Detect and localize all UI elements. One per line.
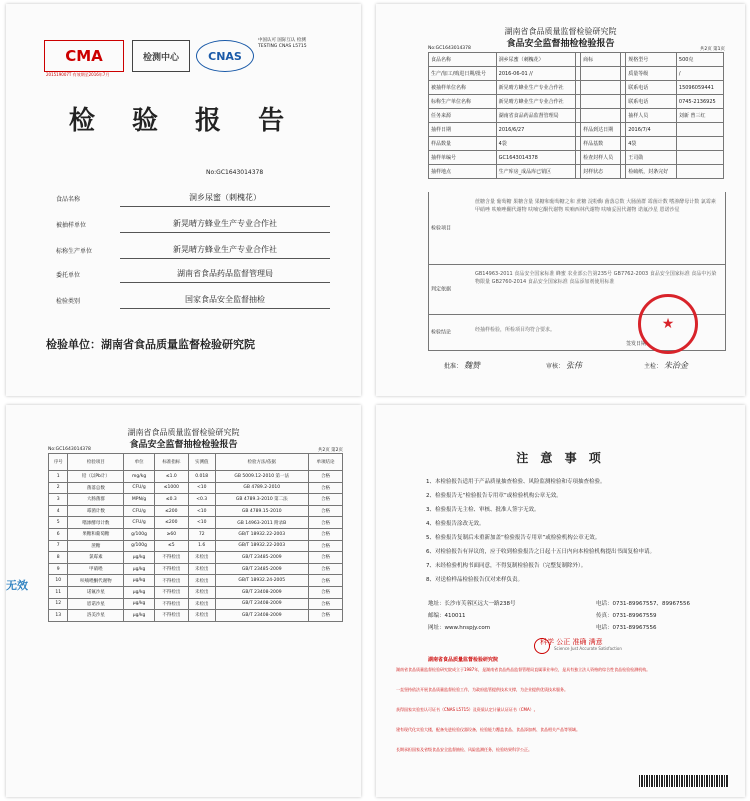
row-value: 新晃晴方蜂业生产专业合作社 [120,218,330,233]
intro-paragraph: 湖南省食品质量监督检验研究院成立于1987年，是湖南省食品药品监督管理局直属事业单位，是具有独立法人资格的综合性食品检验检测机构。 [396,667,651,672]
table-cell: GB 4789.15-2010 [215,505,308,517]
table-cell: <10 [188,505,215,517]
table-row [49,482,343,494]
table-header-row [49,454,343,471]
table-cell: 任务来源 [429,109,497,123]
report-number: No:GC1643014378 [428,46,471,51]
cnas-text: 中国认可 国际互认 检测 TESTING CNAS L5715 [258,38,307,49]
table-cell: 抽样人员 [626,109,677,123]
table-cell: 未检出 [188,575,215,587]
report-cover-page [6,4,361,396]
table-cell: 12 [49,598,68,610]
main-tester-signature [644,360,688,371]
table-cell: 检查封样人员 [581,151,620,165]
table-cell: 0.018 [188,471,215,483]
table-cell: 3 [49,494,68,506]
table-cell: 呋喃唑酮代谢物 [68,575,124,587]
table-cell: 恩诺沙星 [68,598,124,610]
table-cell: GC1643014378 [496,151,575,165]
table-cell: 10 [49,575,68,587]
table-cell: 未检出 [188,563,215,575]
box-label: 检验项目 [431,225,452,232]
table-cell: 2016/6/27 [496,123,575,137]
table-cell: ≥60 [154,528,188,540]
table-row [49,494,343,506]
table-cell: 样品基数 [581,137,620,151]
info-row [56,290,330,314]
table-cell [676,165,723,179]
table-cell: 13 [49,610,68,622]
table-row [429,151,724,165]
table-cell: 王司勋 [626,151,677,165]
table-cell: GB/T 23408-2009 [215,610,308,622]
report-subtitle: 食品安全监督抽检检验报告 [129,440,238,450]
table-cell: 合格 [308,586,342,598]
page-indicator: 共2页 第2页 [317,448,343,453]
table-cell: ≤200 [154,517,188,529]
page-indicator: 共2页 第1页 [699,47,725,52]
table-row [429,123,724,137]
center-logo-text: 检测中心 [142,52,179,63]
table-cell: CFU/g [124,517,155,529]
phone-2: 电话：0731-89967556 [596,625,657,631]
table-cell: 5 [49,517,68,529]
table-cell: 铅（以Pb计） [68,471,124,483]
table-row [429,95,724,109]
table-cell: μg/kg [124,610,155,622]
table-row [429,165,724,179]
table-cell: 诺氟沙星 [68,586,124,598]
sample-info-table [428,52,724,179]
table-cell: GB 14963-2011 附录B [215,517,308,529]
intro-title: 湖南省食品质量监督检验研究院 [428,657,499,663]
column-header: 检验项目 [68,454,124,471]
table-cell: 8 [49,552,68,564]
table-cell: μg/kg [124,575,155,587]
column-header: 单项结论 [308,454,342,471]
review-label: 审核： [546,363,565,370]
table-cell: CFU/g [124,505,155,517]
table-cell: 6 [49,528,68,540]
table-row [49,563,343,575]
report-subtitle: 食品安全监督抽检检验报告 [506,39,615,49]
table-cell: 500克 [676,53,723,67]
table-cell: 规格型号 [626,53,677,67]
table-row [429,67,724,81]
table-cell: 未检出 [188,598,215,610]
table-cell: ≤1000 [154,482,188,494]
table-cell: 嗜渗酵母计数 [68,517,124,529]
note-item: 4、检验报告涂改无效。 [426,521,485,527]
cma-logo-text: CMA [65,47,103,65]
table-cell: 新晃晴方蜂业生产专业合作社 [496,95,575,109]
table-cell: 果糖和葡萄糖 [68,528,124,540]
issue-date-label: 签发日期： [626,341,652,347]
table-cell: 蔗糖 [68,540,124,552]
table-cell: 合格 [308,575,342,587]
table-cell: <10 [188,482,215,494]
table-cell [676,137,723,151]
report-number: No:GC1643014378 [48,447,91,452]
table-cell: ≤200 [154,505,188,517]
table-cell: 未检出 [188,586,215,598]
table-row [49,471,343,483]
box-label: 检验结论 [431,329,452,336]
box-content: 蔗糖含量 葡萄糖 果糖含量 果糖和葡萄糖之和 蔗糖 淀粉酶 菌落总数 大肠菌群 霉菌计数 嗜渗酵母计数 氯霉素 甲硝唑 呋喃唑酮代谢物 呋喃它酮代谢物 呋喃西林代谢物 呋喃妥因代谢物 诺氟沙星 恩诺沙星 [475,199,716,213]
column-header: 标准指标 [154,454,188,471]
note-item: 6、对检验报告有异议的，应于收到检验报告之日起十五日内向本检验机构提出书面复检申请。 [426,549,656,555]
table-cell: 0745-2136925 [676,95,723,109]
table-cell: 封样状态 [581,165,620,179]
table-cell [581,81,620,95]
main-name: 朱治金 [663,361,688,370]
notes-title: 注 意 事 项 [516,451,605,465]
table-cell: <10 [188,517,215,529]
table-cell: 不得检出 [154,575,188,587]
table-cell: 合格 [308,610,342,622]
motto-english: Science Just Accurate Satisfaction [554,646,622,651]
table-cell: 洛美沙星 [68,610,124,622]
table-cell: GB/T 18932.22-2003 [215,528,308,540]
approve-signature [444,360,480,371]
table-cell: μg/kg [124,598,155,610]
table-cell: 合格 [308,482,342,494]
cnas-logo-text: CNAS [208,49,242,63]
main-label: 主检： [644,363,663,370]
column-header: 实测值 [188,454,215,471]
row-label: 委托单位 [56,272,81,279]
table-cell: 被抽样单位名称 [429,81,497,95]
table-cell: <0.3 [188,494,215,506]
note-item: 8、对送检样品检验报告仅对来样负责。 [426,577,524,583]
table-cell: 不得检出 [154,586,188,598]
table-row [49,586,343,598]
table-cell: 不得检出 [154,563,188,575]
info-row [56,264,330,288]
table-cell: 9 [49,563,68,575]
table-cell: MPN/g [124,494,155,506]
note-item: 5、检验报告复制后未重新加盖“检验报告专用章”或检验机构公章无效。 [426,535,601,541]
table-row [429,109,724,123]
table-cell: 抽样日期 [429,123,497,137]
table-row [49,552,343,564]
table-cell: GB/T 23408-2009 [215,598,308,610]
table-row [49,610,343,622]
column-header: 单位 [124,454,155,471]
motto: 科学 公正 准确 满意 [540,638,603,646]
report-results-page [6,405,361,797]
table-cell: 标称生产单位名称 [429,95,497,109]
table-row [49,575,343,587]
report-number: No:GC1643014378 [206,169,264,176]
row-label: 检验类别 [56,298,81,305]
table-cell: CFU/g [124,482,155,494]
intro-paragraph: 长期承担国家及省级食品安全监督抽检、风险监测任务，检验结果科学公正。 [396,747,532,752]
website: 网址：www.hnspjy.com [428,625,491,631]
table-cell: 1.6 [188,540,215,552]
table-cell: 合格 [308,505,342,517]
table-row [429,81,724,95]
info-row [56,240,330,264]
table-cell: 合格 [308,598,342,610]
test-items-box [428,192,726,265]
table-cell: 生产/加工/购进日期/批号 [429,67,497,81]
box-label: 判定依据 [431,286,452,293]
box-content: 经抽样检验，所检项目均符合要求。 [475,327,556,333]
table-cell: 商标 [581,53,620,67]
fax: 传真：0731-89967559 [596,613,657,619]
table-cell: 质量等级 [626,67,677,81]
table-cell: 11 [49,586,68,598]
table-row [49,505,343,517]
table-cell [676,151,723,165]
note-item: 1、本检验报告适用于产品质量抽查检验、风险监测检验和专项抽查检验。 [426,479,606,485]
note-item: 3、检验报告无主检、审核、批准人签字无效。 [426,507,540,513]
table-cell: 合格 [308,494,342,506]
table-cell [676,123,723,137]
table-cell: 生产库房_成品库已销区 [496,165,575,179]
table-cell: mg/kg [124,471,155,483]
postcode: 邮编：410011 [428,613,466,619]
table-cell [581,95,620,109]
review-signature [546,360,582,371]
barcode [639,775,729,787]
report-title: 检 验 报 告 [68,106,299,136]
table-cell: μg/kg [124,563,155,575]
table-cell: 4袋 [496,137,575,151]
approve-label: 批准： [444,363,463,370]
table-cell: GB 4789.2-2010 [215,482,308,494]
table-row [49,528,343,540]
table-cell: 菌落总数 [68,482,124,494]
table-cell: 霉菌计数 [68,505,124,517]
cnas-logo [196,40,254,72]
table-cell: ≤1.0 [154,471,188,483]
row-label: 食品名称 [56,196,81,203]
table-cell: 刘新 曾三红 [676,109,723,123]
table-cell: 4 [49,505,68,517]
table-cell: 氯霉素 [68,552,124,564]
table-cell: 湖南省食品药品监督管理局 [496,109,575,123]
org-title: 湖南省食品质量监督检验研究院 [127,428,240,437]
notes-page [376,405,745,797]
table-cell: ≤5 [154,540,188,552]
table-cell: 未检出 [188,552,215,564]
phone: 电话：0731-89967557、89967556 [596,601,690,607]
table-cell: 4袋 [626,137,677,151]
table-cell: 合格 [308,471,342,483]
info-row [56,188,330,212]
row-value: 洞乡尿蜜（刺槐花） [120,192,330,207]
cma-number: 201519007T 有效期至2016年7月 [46,72,110,77]
table-cell: 合格 [308,528,342,540]
address: 地址：长沙市芙蓉区远大一路238号 [428,601,516,607]
table-cell: 食品名称 [429,53,497,67]
row-value: 湖南省食品药品监督管理局 [120,268,330,283]
table-cell: 不得检出 [154,610,188,622]
table-cell: 合格 [308,540,342,552]
row-label: 标称生产单位 [56,248,93,255]
table-cell [581,67,620,81]
table-cell: GB/T 18932.24-2005 [215,575,308,587]
table-cell: 2016/7/4 [626,123,677,137]
testing-unit-footer: 检验单位：湖南省食品质量监督检验研究院 [46,338,255,351]
table-cell: μg/kg [124,586,155,598]
table-cell: 1 [49,471,68,483]
table-cell: 样品数量 [429,137,497,151]
report-detail-page [376,4,745,396]
column-header: 检验方法/依据 [215,454,308,471]
table-cell: g/100g [124,528,155,540]
table-cell: 洞乡尿蜜（刺槐花） [496,53,575,67]
table-cell: μg/kg [124,552,155,564]
table-cell: 大肠菌群 [68,494,124,506]
intro-paragraph: 建有现代化实验大楼，配备先进检验仪器设备，检验能力覆盖食品、食品添加剂、食品相关产品等领域。 [396,727,580,732]
table-cell: 未检出 [188,610,215,622]
table-cell: 72 [188,528,215,540]
table-cell: 不得检出 [154,552,188,564]
note-item: 2、检验报告无“检验报告专用章”或检验机构公章无效。 [426,493,562,499]
table-cell: 检硫纸，封条完好 [626,165,677,179]
table-row [49,598,343,610]
table-cell: 2 [49,482,68,494]
red-seal-stamp: ★ [638,294,698,354]
table-cell: GB/T 23485-2009 [215,552,308,564]
table-cell: / [676,67,723,81]
table-cell: 合格 [308,517,342,529]
intro-paragraph: 一直坚持依法开展食品质量监督检验工作，为政府监管提供技术支撑，为企业提供优质技术服务。 [396,687,568,692]
review-name: 张伟 [565,361,582,370]
table-row [49,540,343,552]
table-cell: GB/T 23408-2009 [215,586,308,598]
table-cell: 2016-06-01 // [496,67,575,81]
table-row [429,53,724,67]
table-row [429,137,724,151]
row-value: 新晃晴方蜂业生产专业合作社 [120,244,330,259]
table-cell: 抽样地点 [429,165,497,179]
row-label: 被抽样单位 [56,222,87,229]
table-cell: GB 4789.3-2010 第二法 [215,494,308,506]
center-logo [132,40,190,72]
table-cell: GB 5009.12-2010 第一法 [215,471,308,483]
table-cell: 样品到达日期 [581,123,620,137]
cma-logo [44,40,124,72]
intro-paragraph: 获得国家实验室认可证书（CNAS L5715）及资质认定计量认证证书（CMA）。 [396,707,538,712]
table-cell: 15096059441 [676,81,723,95]
approve-name: 魏赞 [463,361,480,370]
row-value: 国家食品安全监督抽检 [120,294,330,309]
table-cell [581,109,620,123]
table-cell: 7 [49,540,68,552]
table-cell: 抽样单编号 [429,151,497,165]
table-cell: 新晃晴方蜂业生产专业合作社 [496,81,575,95]
table-cell: 不得检出 [154,598,188,610]
table-cell: 甲硝唑 [68,563,124,575]
org-title: 湖南省食品质量监督检验研究院 [504,27,617,36]
table-cell: GB/T 23485-2009 [215,563,308,575]
results-table [48,453,343,622]
box-content: GB14963-2011 食品安全国家标准 蜂蜜 农业部公告第235号 GB7762-2003 食品安全国家标准 食品中污染物限量 GB2760-2014 食品安全国家标准 食品添加剂使用标准 [475,271,717,285]
info-row [56,214,330,238]
table-cell: 合格 [308,552,342,564]
column-header: 序号 [49,454,68,471]
table-cell: GB/T 18932.22-2003 [215,540,308,552]
invalid-watermark: 无效 [6,579,28,592]
table-row [49,517,343,529]
table-cell: ≤0.3 [154,494,188,506]
table-cell: 联系电话 [626,81,677,95]
table-cell: 联系电话 [626,95,677,109]
table-cell: 合格 [308,563,342,575]
table-cell: g/100g [124,540,155,552]
note-item: 7、未经检验机构书面同意，不得复制检验报告（完整复制除外）。 [426,563,587,569]
